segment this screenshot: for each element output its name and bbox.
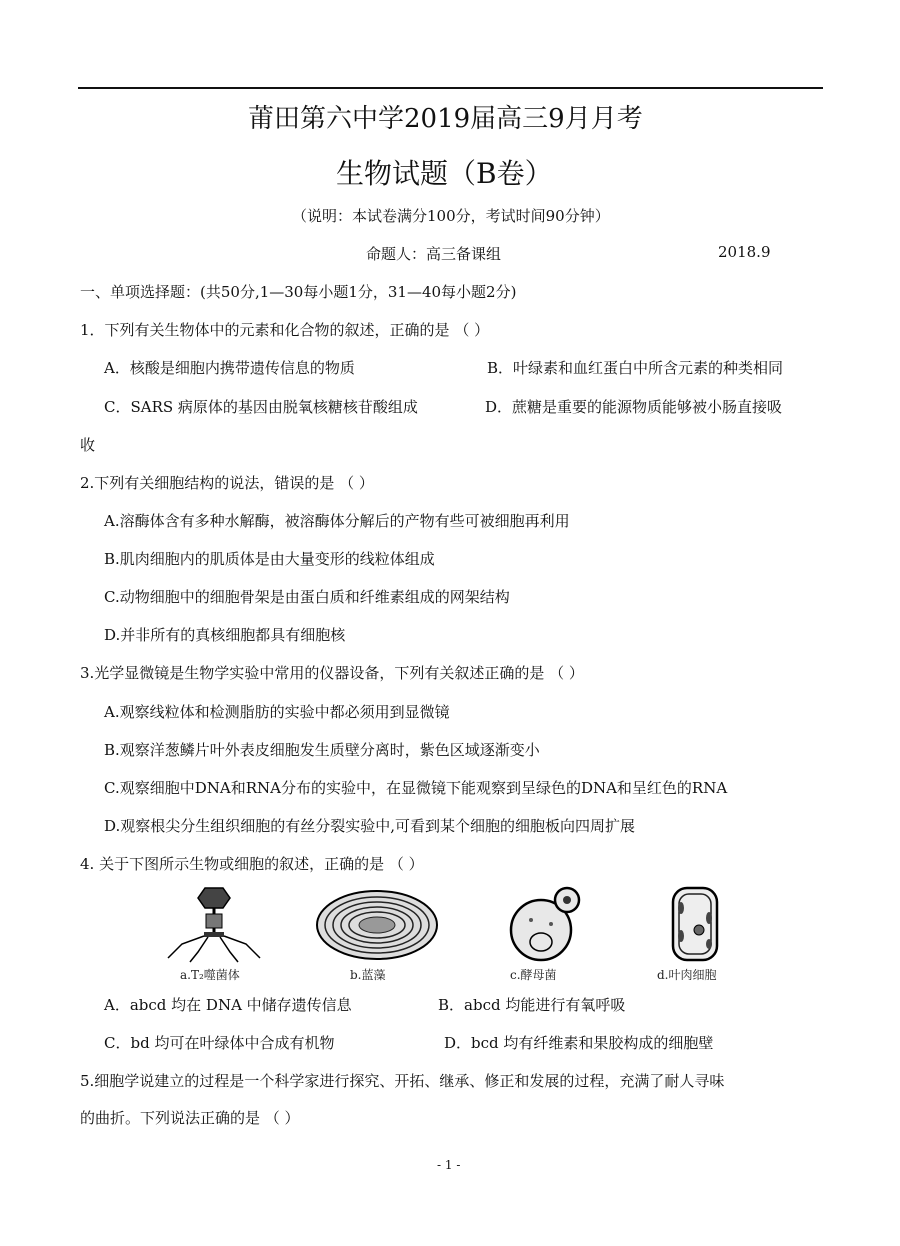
cyanobacteria-icon [315, 888, 439, 962]
question-1-option-b: B．叶绿素和血红蛋白中所含元素的种类相同 [487, 359, 784, 377]
question-2-option-c: C.动物细胞中的细胞骨架是由蛋白质和纤维素组成的网架结构 [104, 588, 510, 606]
question-3-option-a: A.观察线粒体和检测脂肪的实验中都必须用到显微镜 [104, 703, 450, 721]
figure-b-caption: b.蓝藻 [350, 968, 386, 982]
school-title: 莆田第六中学2019届高三9月月考 [248, 104, 643, 134]
question-2-stem: 2.下列有关细胞结构的说法，错误的是 （ ） [80, 474, 374, 492]
question-3-option-b: B.观察洋葱鳞片叶外表皮细胞发生质壁分离时，紫色区域逐渐变小 [104, 741, 540, 759]
question-1-stem: 1．下列有关生物体中的元素和化合物的叙述，正确的是 （ ） [80, 321, 490, 339]
question-4-option-d: D．bcd 均有纤维素和果胶构成的细胞壁 [444, 1034, 714, 1052]
exam-date: 2018.9 [718, 243, 771, 261]
leaf-cell-icon [665, 884, 725, 964]
yeast-icon [505, 884, 585, 964]
question-2-option-a: A.溶酶体含有多种水解酶，被溶酶体分解后的产物有些可被细胞再利用 [104, 512, 570, 530]
question-5-stem: 5.细胞学说建立的过程是一个科学家进行探究、开拓、继承、修正和发展的过程，充满了耐人寻味 [80, 1072, 725, 1090]
question-1-option-d: D．蔗糖是重要的能源物质能够被小肠直接吸 [485, 398, 783, 416]
figure-a-caption: a.T₂噬菌体 [180, 968, 240, 982]
figure-c-caption: c.酵母菌 [510, 968, 557, 982]
section-heading: 一、单项选择题：(共50分,1—30每小题1分，31—40每小题2分) [80, 283, 517, 301]
author-line: 命题人：高三备课组 [366, 245, 502, 263]
question-1-option-a: A．核酸是细胞内携带遗传信息的物质 [104, 359, 355, 377]
header-rule [78, 87, 823, 89]
question-1-option-d-continued: 收 [80, 436, 96, 454]
figure-d-caption: d.叶肉细胞 [657, 968, 717, 982]
question-3-stem: 3.光学显微镜是生物学实验中常用的仪器设备，下列有关叙述正确的是 （ ） [80, 664, 584, 682]
question-5-stem-continued: 的曲折。下列说法正确的是 （ ） [80, 1109, 300, 1127]
question-4-stem: 4. 关于下图所示生物或细胞的叙述，正确的是 （ ） [80, 855, 424, 873]
question-2-option-d: D.并非所有的真核细胞都具有细胞核 [104, 626, 346, 644]
exam-note: （说明：本试卷满分100分，考试时间90分钟） [292, 207, 610, 225]
page-number: - 1 - [437, 1158, 461, 1172]
question-3-option-c: C.观察细胞中DNA和RNA分布的实验中，在显微镜下能观察到呈绿色的DNA和呈红色的RNA [104, 779, 728, 797]
question-2-option-b: B.肌肉细胞内的肌质体是由大量变形的线粒体组成 [104, 550, 435, 568]
bacteriophage-icon [160, 884, 270, 964]
question-1-option-c: C．SARS 病原体的基因由脱氧核糖核苷酸组成 [104, 398, 418, 416]
question-4-option-a: A．abcd 均在 DNA 中储存遗传信息 [104, 996, 352, 1014]
subject-title: 生物试题（B卷） [336, 157, 553, 190]
question-3-option-d: D.观察根尖分生组织细胞的有丝分裂实验中,可看到某个细胞的细胞板向四周扩展 [104, 817, 636, 835]
question-4-option-b: B．abcd 均能进行有氧呼吸 [438, 996, 626, 1014]
question-4-option-c: C．bd 均可在叶绿体中合成有机物 [104, 1034, 335, 1052]
